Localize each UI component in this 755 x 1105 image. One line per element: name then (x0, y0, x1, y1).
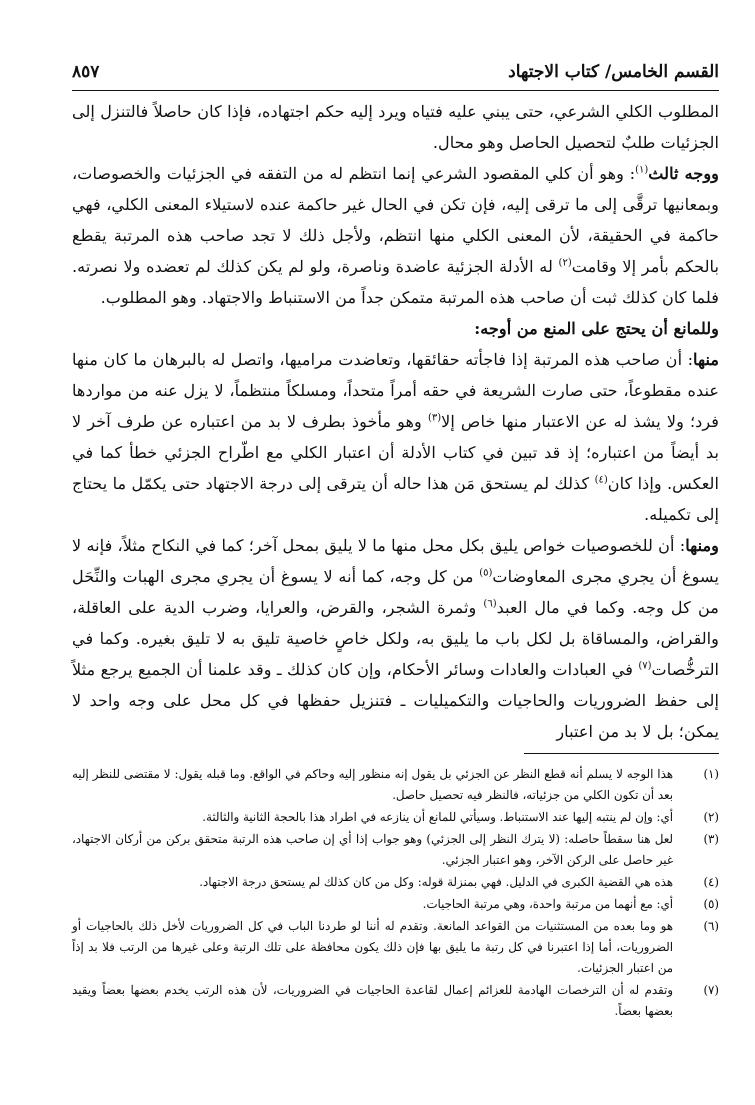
footnote-number: (٥) (703, 897, 719, 911)
footnote (72, 764, 719, 806)
footnote-number: (٦) (703, 919, 719, 933)
footnote (72, 829, 719, 871)
footnote-text: هو وما بعده من المستثنيات من القواعد المانعة. وتقدم له أننا لو طردنا الباب في كل الضروريات لأخل ذلك بالحاجيات أو الضروريات، أما إذا اعتبرنا في كل رتبة ما يليق بها فإن ذلك يكون محافظة على تلك الرتبة وعلى غيرها من الرتب فلا بد إذاً من اعتبار الجزئيات. (72, 919, 673, 975)
footnote-text: هذا الوجه لا يسلم أنه قطع النظر عن الجزئي بل يقول إنه منظور إليه وحاكم في الواقع. وما قبله يقول: لا مقتضى للنظر إليه بعد أن تكون الكلي من جزئياته، فالنظر فيه تحصيل حاصل. (72, 767, 673, 802)
footnote-text: هذه هي القضية الكبرى في الدليل. فهي بمنزلة قوله: وكل من كان كذلك لم يستحق درجة الاجتهاد. (199, 875, 673, 889)
paragraph-5-text-b: من كل وجه، كما أنه لا يسوغ أن يجري مجرى الهبات والنِّحَل من كل وجه. وكما في مال العبد (72, 567, 719, 617)
paragraph-2-text-b: له الأدلة الجزئية عاضدة وناصرة، ولو لم يكن كذلك لم تعضده ولا نصرته. فلما كان كذلك ثبت أن صاحب هذه المرتبة متمكن جداً من الاستنباط والاجتهاد. وهو المطلوب. (72, 257, 719, 307)
footnote-number: (١) (703, 767, 719, 781)
footnote-number: (٢) (703, 810, 719, 824)
footnote-number: (٧) (703, 983, 719, 997)
paragraph-5-text-c: وثمرة الشجر، والقرض، والعرايا، وضرب الدية على العاقلة، والقراض، والمساقاة بل لكل باب ما يليق به، ولكل خاصٍ خاصية تليق به لا تليق بغيره. وكما في الترخُّصات (72, 598, 719, 679)
footnote (72, 872, 719, 893)
paragraph-4-lead: منها (693, 350, 719, 369)
footnote-ref-1[interactable]: (١) (635, 164, 649, 176)
paragraph-1: المطلوب الكلي الشرعي، حتى يبني عليه فتياه ويرد إليه حكم اجتهاده، فإذا كان حاصلاً فالتنزل إلى الجزئيات طلبٌ لتحصيل الحاصل وهو محال. (72, 102, 719, 152)
paragraph-5-lead: ومنها (685, 536, 719, 555)
paragraph-4-text-c: كذلك لم يستحق مَن هذا حاله أن يترقى إلى درجة الاجتهاد حتى يكمّل ما يحتاج إلى تكميله. (72, 474, 719, 524)
footnote-divider (524, 753, 719, 754)
footnote-ref-4[interactable]: (٤) (594, 474, 608, 486)
paragraph-5-text-a: : أن للخصوصيات خواص يليق بكل محل منها ما لا يليق بمحل آخر؛ كما في النكاح مثلاً، فإنه لا يسوغ أن يجري مجرى المعاوضات (72, 536, 719, 586)
footnote-text: وتقدم له أن الترخصات الهادمة للعزائم إعمال لقاعدة الحاجيات في الضروريات، لأن هذه الرتب يخدم بعضها بعضاً ويقيد بعضها بعضاً. (72, 983, 673, 1018)
footnote-ref-2[interactable]: (٢) (558, 257, 572, 269)
paragraph-2 (72, 158, 719, 313)
footnote (72, 894, 719, 915)
footnotes-section (72, 764, 719, 1023)
paragraph-5-text-d: في العبادات والعادات وسائر الأحكام، وإن كان كذلك ـ وقد علمنا أن الجميع يرجع مثلاً إلى حفظ الضروريات والحاجيات والتكميليات ـ فتنزيل حفظها في كل محل على وجه واحد لا يمكن؛ بل لا بد من اعتبار (72, 660, 719, 741)
paragraph-2-lead: ووجه ثالث (648, 164, 719, 183)
footnote-ref-7[interactable]: (٧) (638, 660, 652, 672)
footnote-text: أي: وإن لم ينتبه إليها عند الاستنباط. وسيأتي للمانع أن ينازعه في اطراد هذا بالحجة الثانية والثالثة. (202, 810, 673, 824)
footnote-ref-3[interactable]: (٣) (427, 412, 442, 424)
paragraph-3-heading: وللمانع أن يحتج على المنع من أوجه: (474, 319, 719, 338)
footnote-ref-5[interactable]: (٥) (479, 567, 493, 579)
footnote (72, 916, 719, 979)
header-title: القسم الخامس/ كتاب الاجتهاد (508, 62, 719, 82)
main-text (72, 96, 719, 747)
page-number: ٨٥٧ (72, 62, 100, 82)
paragraph-2-text-a: : وهو أن كلي المقصود الشرعي إنما انتظم له من التفقه في الجزئيات والخصوصات، وبمعانيها ترقَّى إلى ما ترقى إليه، فإن تكن في الحال غير حاكمة عنده لاستيلاء المعنى الكلي، فهي حاكمة في الحقيقة، لأن المعنى الكلي منها انتظم، ولأجل ذلك لا تجد صاحب هذه المرتبة يقطع بالحكم بأمر إلا وقامت (72, 164, 719, 276)
footnote-number: (٤) (703, 875, 719, 889)
running-header (72, 60, 719, 91)
footnote (72, 980, 719, 1022)
footnote-number: (٣) (703, 832, 719, 846)
footnote-text: لعل هنا سقطاً حاصله: (لا يترك النظر إلى الجزئي) وهو جواب إذا أي إن صاحب هذه الرتبة متحقق بركن من أركان الاجتهاد، غير حاصل على الركن الآخر، وهو اعتبار الجزئي. (72, 832, 673, 867)
paragraph-4-text-a: : أن صاحب هذه المرتبة إذا فاجأته حقائقها، وتعاضدت مراميها، واتصل له بالبرهان ما كان منها عنده مقطوعاً، حتى صارت الشريعة في حقه أمراً متحداً، ومسلكاً منتظماً، لا يزل عنه من مواردها فرد؛ ولا يشذ له عن الاعتبار منها خاص إلا (72, 350, 719, 431)
paragraph-4 (72, 344, 719, 530)
paragraph-4-text-b: وهو مأخوذ بطرف لا بد من اعتباره عن طرف آخر لا بد أيضاً من اعتباره؛ إذ قد تبين في كتاب الأدلة أن اعتبار الكلي مع اطّراح الجزئي خطأ كما في العكس. وإذا كان (72, 412, 719, 493)
footnote-ref-6[interactable]: (٦) (483, 598, 497, 610)
paragraph-5 (72, 530, 719, 747)
footnote (72, 807, 719, 828)
footnote-text: أي: مع أنهما من مرتبة واحدة، وهي مرتبة الحاجيات. (422, 897, 673, 911)
